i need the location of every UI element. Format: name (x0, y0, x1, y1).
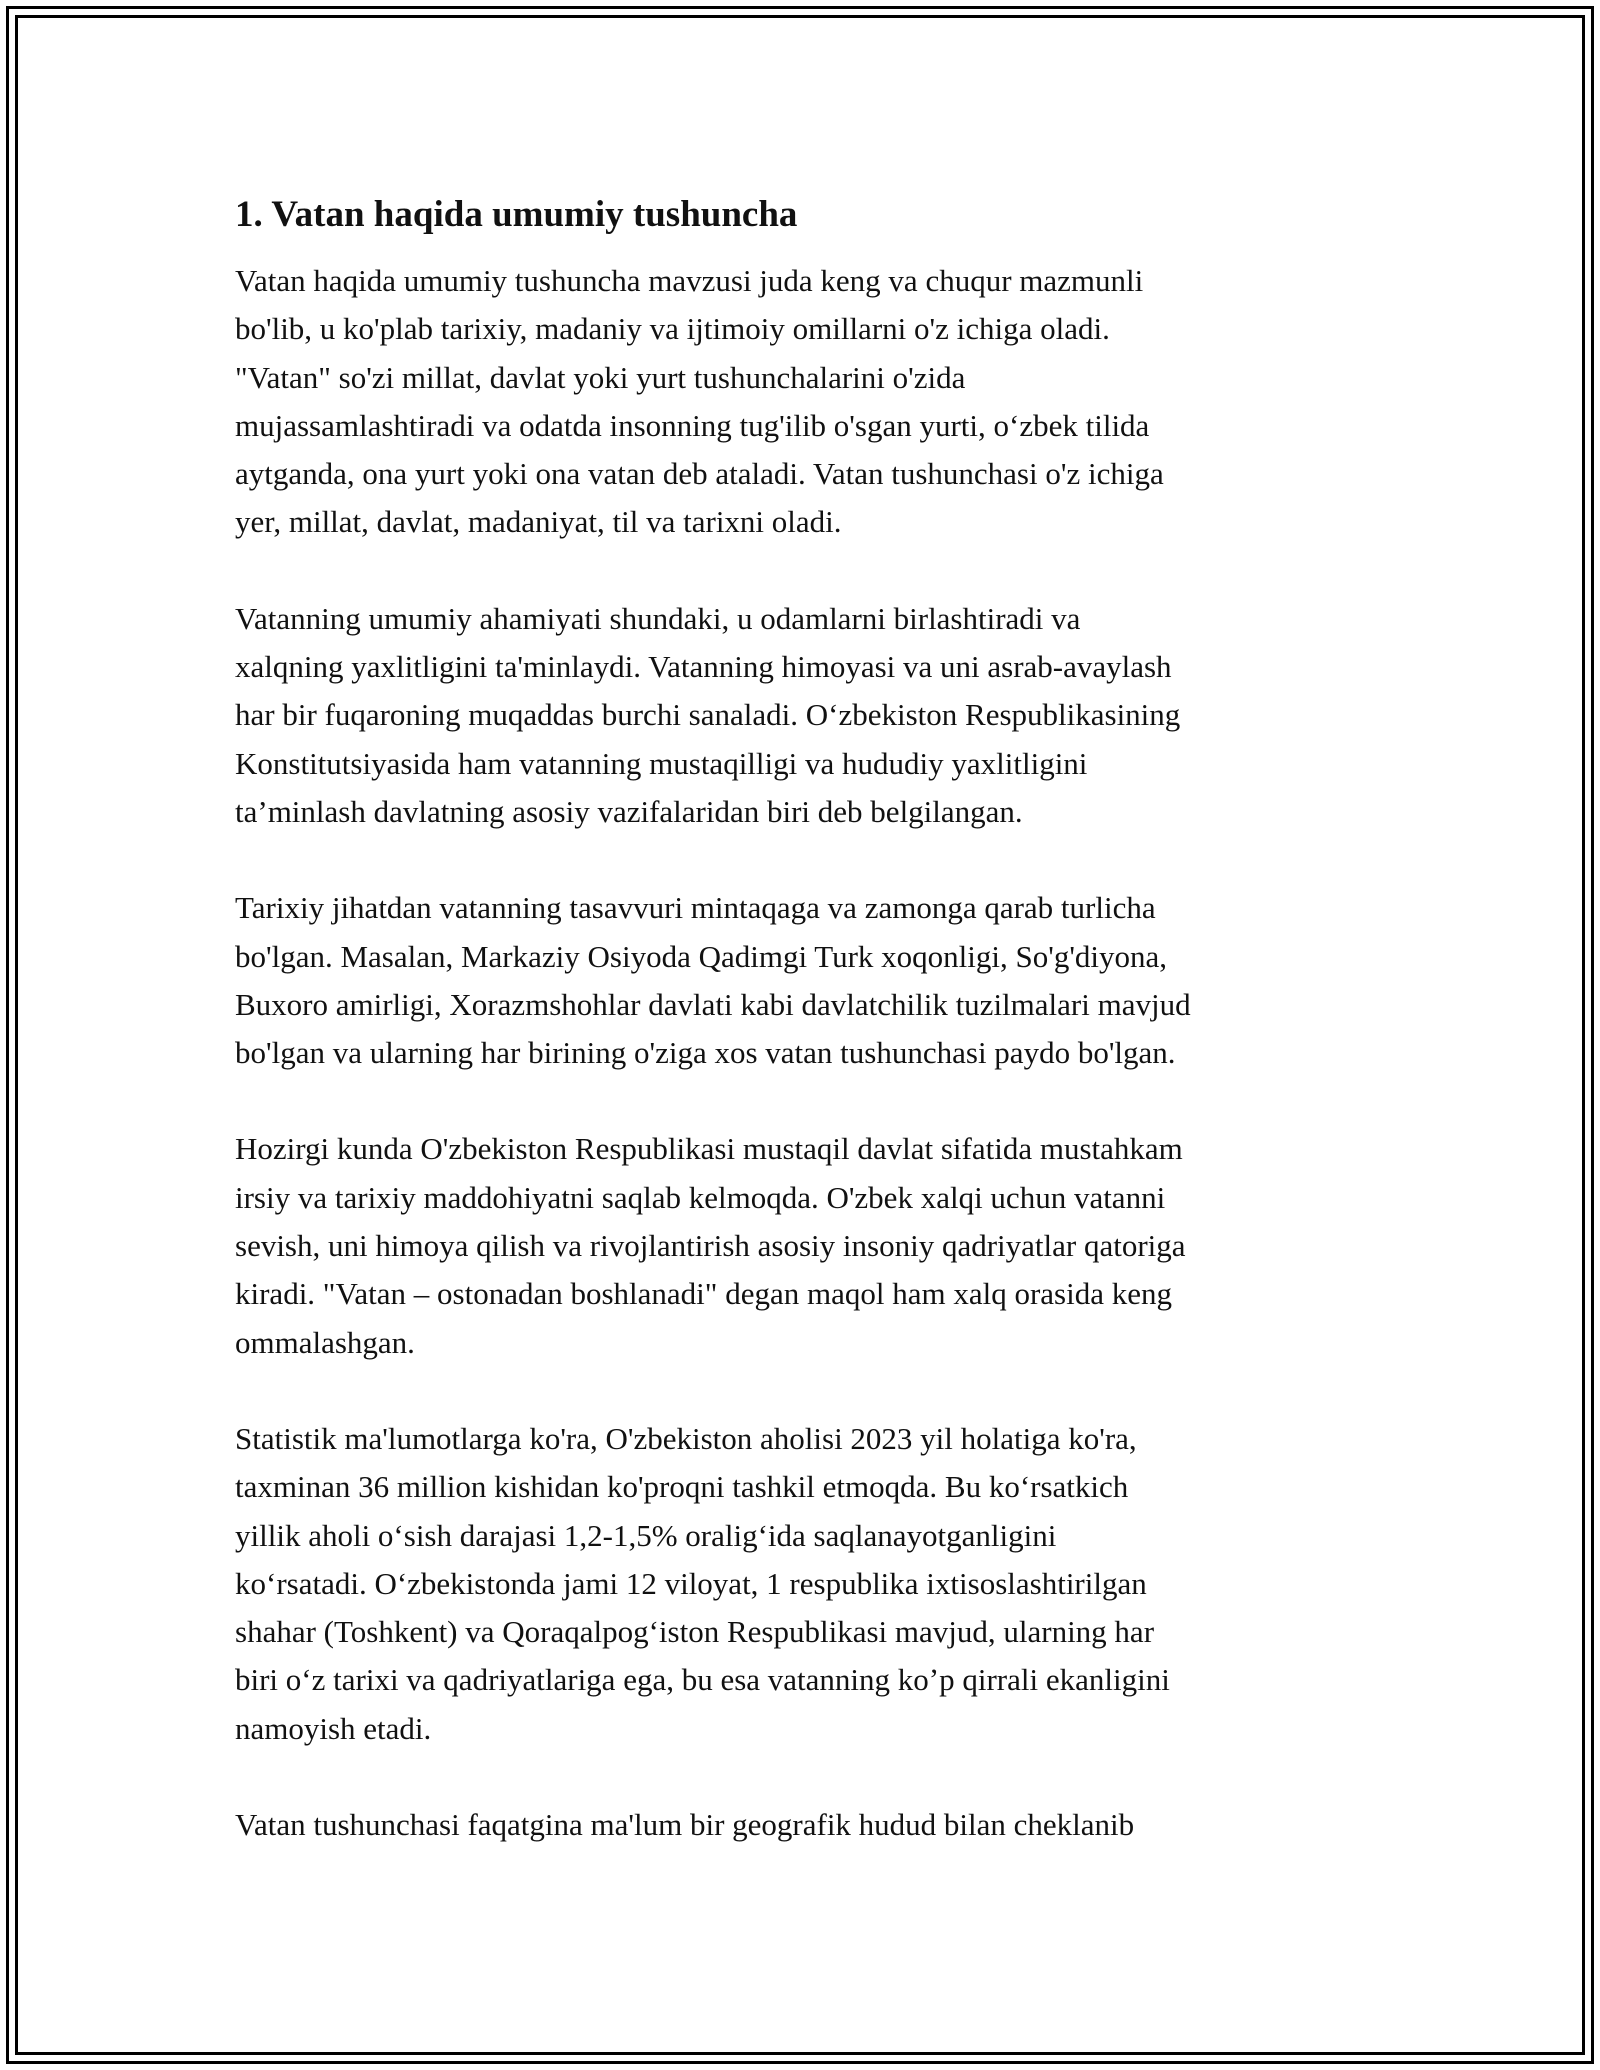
paragraph-definition: Vatan haqida umumiy tushuncha mavzusi juda keng va chuqur mazmunli bo'lib, u ko'plab tarixiy, madaniy va ijtimoiy omillarni o'z ichiga oladi. "Vatan" so'zi millat, davlat yoki yurt tushunchalarini o'zida mujassamlashtiradi va odatda insonning tug'ilib o'sgan yurti, oʻzbek tilida aytganda, ona yurt yoki ona vatan deb ataladi. Vatan tushunchasi o'z ichiga yer, millat, davlat, madaniyat, til va tarixni oladi. (235, 263, 1164, 540)
paragraph-history: Tarixiy jihatdan vatanning tasavvuri mintaqaga va zamonga qarab turlicha bo'lgan. Masalan, Markaziy Osiyoda Qadimgi Turk xoqonligi, So'g'diyona, Buxoro amirligi, Xorazmshohlar davlati kabi davlatchilik tuzilmalari mavjud bo'lgan va ularning har birining o'ziga xos vatan tushunchasi paydo bo'lgan. (235, 890, 1191, 1071)
paragraph-importance: Vatanning umumiy ahamiyati shundaki, u odamlarni birlashtiradi va xalqning yaxlitligini ta'minlaydi. Vatanning himoyasi va uni asrab-avaylash har bir fuqaroning muqaddas burchi sanaladi. Oʻzbekiston Respublikasining Konstitutsiyasida ham vatanning mustaqilligi va hududiy yaxlitligini ta’minlash davlatning asosiy vazifalaridan biri deb belgilangan. (235, 600, 1181, 829)
paragraph-present-day: Hozirgi kunda O'zbekiston Respublikasi mustaqil davlat sifatida mustahkam irsiy va tarixiy maddohiyatni saqlab kelmoqda. O'zbek xalqi uchun vatanni sevish, uni himoya qilish va rivojlantirish asosiy insoniy qadriyatlar qatoriga kiradi. "Vatan – ostonadan boshlanadi" degan maqol ham xalq orasida keng ommalashgan. (235, 1131, 1186, 1360)
paragraph-continuation: Vatan tushunchasi faqatgina ma'lum bir geografik hudud bilan cheklanib (235, 1807, 1135, 1843)
document-page (235, 185, 1385, 1897)
section-heading: 1. Vatan haqida umumiy tushuncha (235, 194, 798, 235)
paragraph-statistics: Statistik ma'lumotlarga ko'ra, O'zbekiston aholisi 2023 yil holatiga ko'ra, taxminan 36 million kishidan ko'proqni tashkil etmoqda. Bu koʻrsatkich yillik aholi oʻsish darajasi 1,2-1,5% oraligʻida saqlanayotganligini koʻrsatadi. Oʻzbekistonda jami 12 viloyat, 1 respublika ixtisoslashtirilgan shahar (Toshkent) va Qoraqalpogʻiston Respublikasi mavjud, ularning har biri oʻz tarixi va qadriyatlariga ega, bu esa vatanning koʼp qirrali ekanligini namoyish etadi. (235, 1420, 1170, 1746)
